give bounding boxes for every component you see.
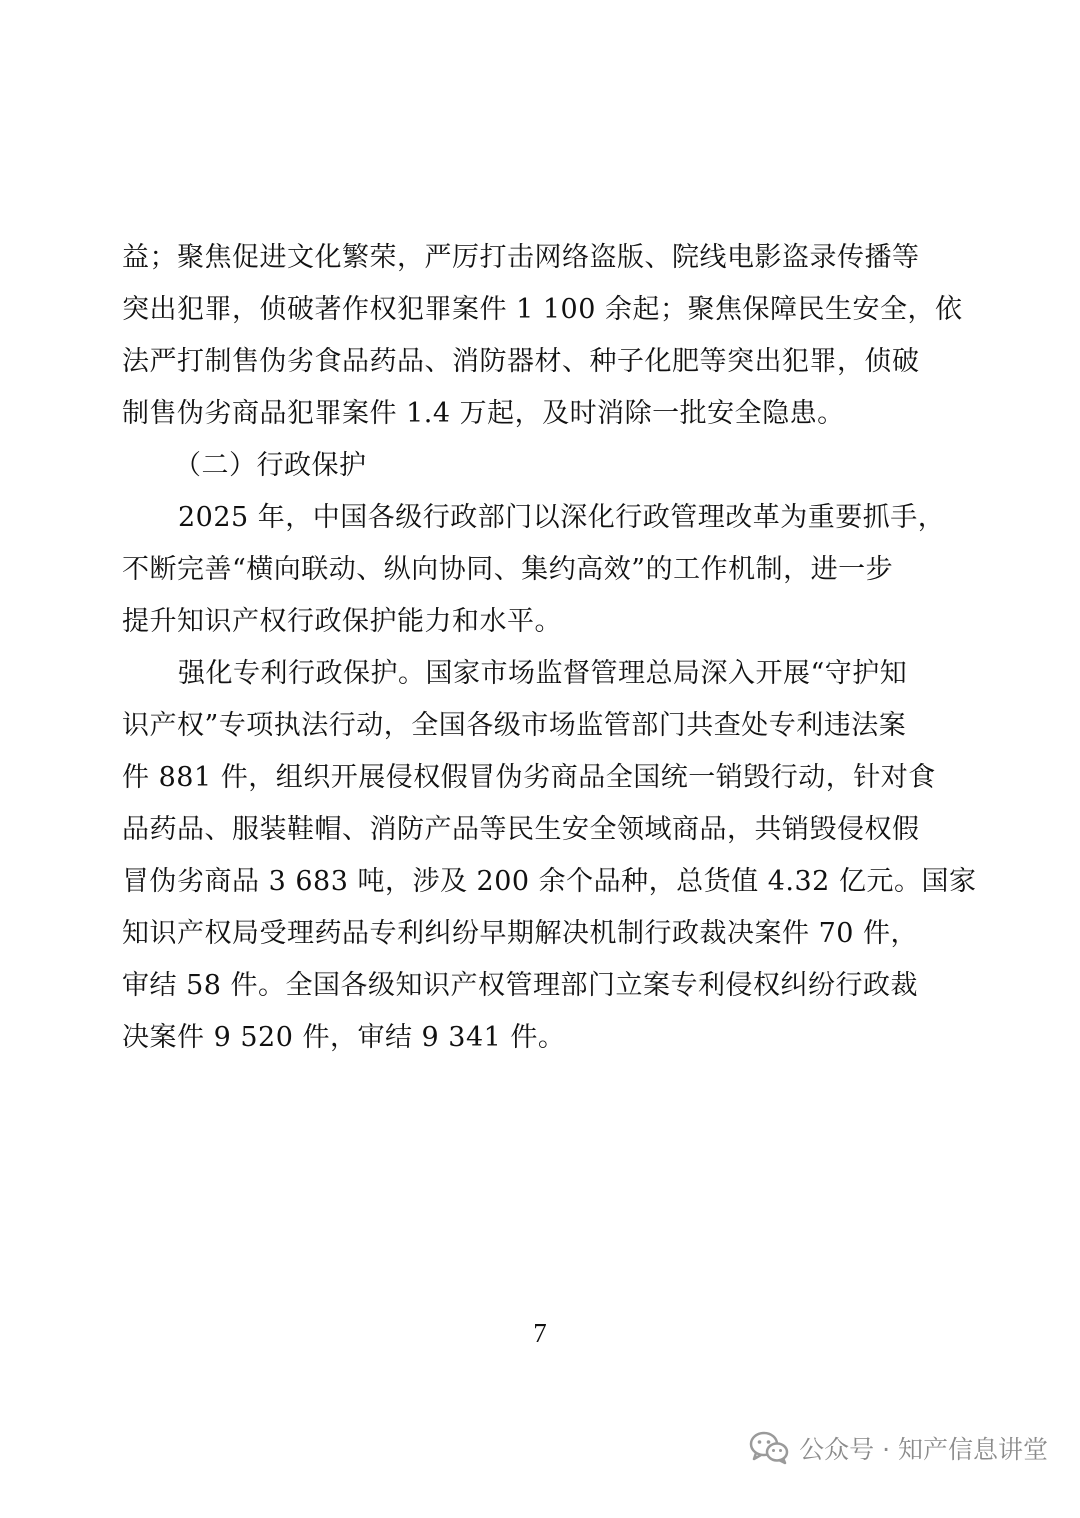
text-line: 品药品、服装鞋帽、消防产品等民生安全领域商品，共销毁侵权假 <box>122 814 920 845</box>
text-line: 不断完善“横向联动、纵向协同、集约高效”的工作机制，进一步 <box>122 554 894 585</box>
text-line: 识产权”专项执法行动，全国各级市场监管部门共查处专利违法案 <box>122 710 907 741</box>
body-text <box>122 232 977 1064</box>
text-line: 2025 年，中国各级行政部门以深化行政管理改革为重要抓手， <box>178 502 946 533</box>
section-heading: （二）行政保护 <box>174 450 367 481</box>
watermark-text: 公众号 · 知产信息讲堂 <box>799 1435 1048 1464</box>
text-line: 制售伪劣商品犯罪案件 1.4 万起，及时消除一批安全隐患。 <box>122 398 845 429</box>
text-line: 件 881 件，组织开展侵权假冒伪劣商品全国统一销毁行动，针对食 <box>122 762 936 793</box>
text-line: 审结 58 件。全国各级知识产权管理部门立案专利侵权纠纷行政裁 <box>122 970 919 1001</box>
text-line: 知识产权局受理药品专利纠纷早期解决机制行政裁决案件 70 件， <box>122 918 919 949</box>
watermark <box>749 1428 1048 1468</box>
text-line: 强化专利行政保护。国家市场监督管理总局深入开展“守护知 <box>178 658 908 689</box>
text-line: 突出犯罪，侦破著作权犯罪案件 1 100 余起；聚焦保障民生安全，依 <box>122 294 963 325</box>
text-line: 决案件 9 520 件，审结 9 341 件。 <box>122 1022 566 1053</box>
text-line: 法严打制售伪劣食品药品、消防器材、种子化肥等突出犯罪，侦破 <box>122 346 920 377</box>
wechat-icon <box>749 1431 789 1465</box>
text-line: 提升知识产权行政保护能力和水平。 <box>122 606 562 637</box>
text-line: 益；聚焦促进文化繁荣，严厉打击网络盗版、院线电影盗录传播等 <box>122 242 920 273</box>
page-number: 7 <box>533 1318 547 1348</box>
text-line: 冒伪劣商品 3 683 吨，涉及 200 余个品种，总货值 4.32 亿元。国家 <box>122 866 977 897</box>
